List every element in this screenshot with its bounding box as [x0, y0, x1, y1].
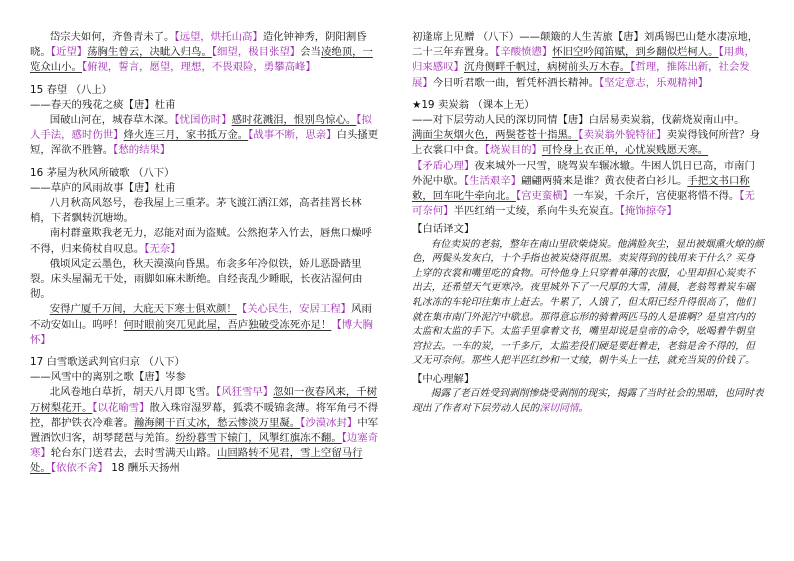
annotation: 【无奈】 — [144, 242, 181, 255]
annotation: 【战事不断，思亲】 — [248, 129, 337, 142]
key-line: 荡胸生曾云，决眦入归鸟。 — [87, 46, 212, 59]
translation-text: 有位卖炭的老翁，整年在南山里砍柴烧炭。他满脸灰尘，显出被烟熏火燎的颜色，两鬓头发灰白，十个手指也被炭烧得很黑。卖炭得到的钱用来干什么？买身上穿的衣裳和嘴里吃的食物。可怜他身上只穿着单薄的衣服，心里却担心炭卖不出去，还希望天气更寒冷。夜里城外下了一尺厚的大雪，清晨，老翁驾着炭车碾轧冰冻的车轮印往集市上赶去。牛累了，人饿了，但太阳已经升得很高了，他们就在集市南门外泥泞中歇息。那得意忘形的骑着两匹马的人是谁啊？是皇宫内的太监和太监的手下。太监手里拿着文书，嘴里却说是皇帝的命令，吆喝着牛朝皇宫拉去。一车的炭，一千多斤，太监差役们硬是要赶着走，老翁是舍不得的，但又无可奈何。那些人把半匹红纱和一丈绫，朝牛头上一挂，就充当炭的价钱了。 — [412, 238, 764, 367]
key-line: 忽如一夜春风来，千树万树梨花开。 — [30, 386, 378, 414]
section-subtitle-15: ——春天的残花之痰【唐】杜甫 — [30, 98, 176, 111]
text: 割昏晓。 — [30, 31, 367, 59]
annotation: 【烧炭目的】 — [484, 144, 542, 157]
section-subtitle-19: ——对下层劳动人民的深切同情【唐】白居易卖炭翁，伐薪烧炭南山中。 — [412, 114, 745, 127]
annotation: 【依依不舍】 — [50, 462, 108, 475]
translation-label: 【白话译文】 — [412, 223, 475, 236]
key-line: 怀旧空吟闻笛赋，到乡翻似烂柯人。 — [552, 46, 719, 59]
text: 一车炭，千余斤，宫使驱将惜不得。 — [573, 190, 740, 203]
annotation: 【俯视，誓言，愿望，理想，不畏艰险，勇攀高峰】 — [81, 61, 316, 74]
annotation: 【哲理，推陈出新，社会发展】 — [412, 61, 750, 89]
key-line: 安得广厦千万间，大庇天下寒士俱欢颜！ — [49, 303, 237, 316]
center-understanding-text — [412, 387, 764, 416]
text: 轮台东门送君去，去时雪满天山路。 — [50, 447, 218, 460]
annotation: 【掩饰掠夺】 — [619, 205, 677, 218]
key-line: 纷纷暮雪下辕门，风掣红旗冻不翻。 — [175, 432, 342, 445]
poem-maowu-p4 — [30, 302, 382, 348]
section-subtitle-17: ——风雪中的离别之歌【唐】岑参 — [30, 371, 186, 384]
text: 风雨不动安如山。呜呼！ — [30, 303, 372, 331]
key-line: 手把文书口称敕，回车叱牛牵向北。 — [412, 174, 750, 203]
annotation: 【风狂雪早】 — [216, 386, 274, 399]
key-line: 山回路转不见君，雪上空留马行处。 — [30, 447, 363, 475]
center-understanding-label: 【中心理解】 — [412, 372, 475, 385]
poem-chouletian — [412, 30, 764, 91]
annotation: 【关心民生，安居工程】 — [236, 303, 352, 316]
annotation: 【近望】 — [50, 46, 88, 59]
text: 翩翩两骑来是谁？黄衣使者白衫儿。 — [521, 174, 688, 187]
key-line: 满面尘灰烟火色，两鬓苍苍十指黑。 — [412, 129, 579, 142]
text: 造化钟神秀，阴阳 — [262, 31, 346, 43]
poem-wangyue-tail — [30, 30, 382, 76]
key-line: 感时花溅泪，恨别鸟惊 — [231, 114, 336, 127]
text: 。 — [578, 402, 589, 414]
text: 岱宗夫如何，齐鲁青未了。 — [49, 31, 175, 43]
poem-maowu-p1: 八月秋高风怒号，卷我屋上三重茅。茅飞渡江洒江郊，高者挂罥长林梢，下者飘转沉塘坳。 — [30, 197, 362, 225]
annotation: 【矛盾心理】 — [412, 159, 475, 172]
key-line: 瀚海阑干百丈冰，愁云惨淡万里凝。 — [133, 416, 301, 429]
section-title-15: 15 春望 （八上） — [30, 83, 113, 96]
annotation: 【忧国伤时】 — [174, 114, 232, 127]
annotation: 【沙漠冰封】 — [300, 416, 358, 429]
text: 会当 — [300, 46, 321, 59]
key-line: 烽火连三月，家书抵万金。 — [123, 129, 249, 142]
annotation: 【辛酸愤懑】 — [495, 46, 553, 59]
section-title-18-start: 18 酬乐天扬州 — [111, 462, 180, 475]
text: 今日听君歌一曲，暂凭杯酒长精神。 — [432, 76, 600, 89]
key-line: 沉舟侧畔千帆过，病树前头万木春。 — [463, 61, 631, 74]
annotation: 【以花喻雪】 — [92, 401, 150, 414]
section-subtitle-16: ——草庐的风雨故事【唐】杜甫 — [30, 181, 176, 194]
annotation: 【远望，烘托山高】 — [174, 31, 263, 43]
left-column — [30, 30, 382, 477]
annotation: 【坚定意志，乐观精神】 — [599, 76, 709, 89]
section-title-16: 16 茅屋为秋风所破歌 （八下） — [30, 166, 175, 179]
text: 南村群童欺我老无力，忍能对面为盗贼。公然抱茅入竹去，唇焦口燥呼不得，归来倚杖自叹息。 — [30, 227, 372, 255]
text: 散入珠帘湿罗幕，狐裘不暖锦衾薄。将军角弓不得控，都护铁衣冷难著。 — [30, 401, 379, 429]
text: 中军置酒饮归客，胡琴琵琶与羌笛。 — [30, 416, 379, 445]
right-column — [412, 30, 764, 416]
key-line: 可怜身上衣正单，心忧炭贱愿天寒。 — [541, 144, 709, 157]
key-line: 心。 — [335, 114, 357, 127]
key-line: 凌绝顶，一览众山小。 — [30, 46, 373, 74]
section-title-17: 17 白雪歌送武判官归京 （八下） — [30, 356, 185, 369]
poem-maitanweng — [412, 128, 764, 219]
annotation: 【宫吏蛮横】 — [515, 190, 574, 203]
annotation: 【无可奈何】 — [412, 190, 755, 218]
poem-chunwang — [30, 113, 382, 159]
section-title-19: ★19 卖炭翁 （课本上无） — [412, 98, 535, 111]
poem-maowu-p2 — [30, 226, 382, 256]
text: 夜来城外一尺雪，晓驾炭车辗冰辙。牛困人饥日已高，市南门外泥中歇。 — [412, 159, 755, 187]
text: 北风卷地白草折，胡天八月即飞雪。 — [49, 386, 216, 399]
annotation: 【细望，极目张望】 — [211, 46, 301, 59]
poem-baixuege — [30, 385, 382, 476]
annotation: 【生活艰辛】 — [463, 174, 522, 187]
annotation: 【边塞奇寒】 — [30, 432, 379, 460]
text: 初逢席上见赠 （八下）——颠簸的人生苦旅【唐】刘禹锡巴山楚水凄凉地，二十三年弃置身。 — [412, 31, 759, 59]
poem-maowu-p3: 俄顷风定云墨色，秋天漠漠向昏黑。布衾多年冷似铁，娇儿恶卧踏里裂。床头屋漏无干处，雨脚如麻未断绝。自经丧乱少睡眠，长夜沾湿何由彻。 — [30, 257, 363, 301]
annotation: 【拟人手法，感时伤世】 — [30, 114, 372, 142]
text: 半匹红绡一丈绫，系向牛头充炭直。 — [453, 205, 620, 218]
text: 揭露了老百姓受到剥削惨烧受剥削的现实，揭露了当时社会的黑暗，也同时表现出了作者对下层劳动人民的 — [412, 388, 764, 414]
annotation: 【博大胸怀】 — [30, 318, 373, 346]
annotation: 【愁的结果】 — [113, 144, 171, 157]
annotation: 【用典，归来感叹】 — [412, 46, 755, 74]
text: 国破山河在，城春草木深。 — [49, 114, 175, 127]
key-line: 何时眼前突兀见此屋，吾庐独破受冻死亦足！ — [123, 318, 332, 331]
highlight: 深切同情 — [539, 402, 579, 414]
text: 白头搔更短，浑欲不胜簪。 — [30, 129, 379, 157]
text: 卖炭得钱何所营？身上衣裳口中食。 — [412, 129, 761, 157]
annotation: 【卖炭翁外貌特征】 — [578, 129, 667, 142]
